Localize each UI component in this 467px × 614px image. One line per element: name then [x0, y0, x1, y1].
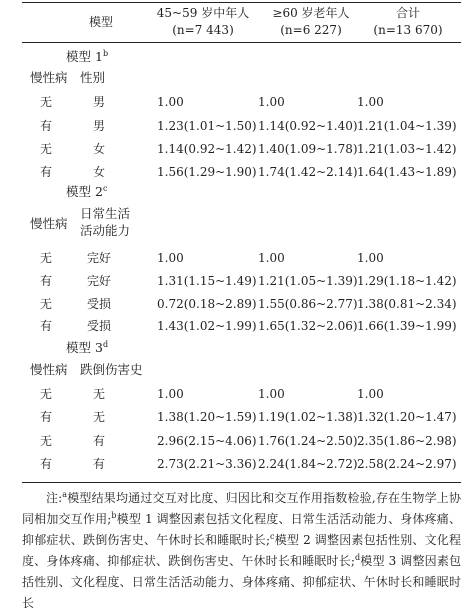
table-row-c2: 无	[93, 387, 106, 401]
table-row-c1: 有	[40, 410, 53, 424]
model-1-group-label: 性别	[80, 70, 106, 85]
table-row-v2: 1.40(1.09~1.78)	[258, 142, 358, 156]
model-1-factor-label: 慢性病	[30, 70, 68, 85]
top-rule	[22, 2, 461, 3]
table-row-v3: 1.29(1.18~1.42)	[357, 274, 457, 288]
table-row-v2: 1.76(1.24~2.50)	[258, 434, 358, 448]
table-row-c1: 无	[40, 95, 53, 109]
table-row-v1: 1.00	[157, 387, 184, 401]
table-row-c1: 无	[40, 387, 53, 401]
table-row-c2: 有	[93, 434, 106, 448]
table-row-c1: 有	[40, 457, 53, 471]
table-row-v2: 1.55(0.86~2.77)	[258, 297, 358, 311]
model-2-group-label-line2: 活动能力	[80, 223, 131, 238]
table-row-v1: 1.38(1.20~1.59)	[157, 410, 257, 424]
table-row-c1: 无	[40, 297, 53, 311]
table-row-v3: 1.38(0.81~2.34)	[357, 297, 457, 311]
table-row-v3: 1.21(1.03~1.42)	[357, 142, 457, 156]
table-row-c1: 有	[40, 319, 53, 333]
table-row-v2: 2.24(1.84~2.72)	[258, 457, 358, 471]
model-3-title: 模型 3$^d$	[66, 339, 109, 355]
table-footnote: 注:$^a$模型结果均通过交互对比度、归因比和交互作用指数检验,存在生物学上协同相加交互作用;$^b$模型 1 调整因素包括文化程度、日常生活活动能力、身体疼痛、抑郁症状、跌倒伤害史、午休时长和睡眠时长;$^c$模型 2 调整因素包括性别、文化程度、身体疼痛、抑郁症状、跌倒伤害史、午休时长和睡眠时长;$^d$模型 3 调整因素包括性别、文化程度、日常生活活动能力、身体疼痛、抑郁症状、午休时长和睡眠时长	[22, 490, 461, 610]
table-row-v3: 1.00	[357, 251, 384, 265]
model-2-group-label-line1: 日常生活	[80, 206, 131, 221]
table-row-c2: 女	[93, 165, 106, 179]
table-row-v3: 2.58(2.24~2.97)	[357, 457, 457, 471]
table-row-v1: 1.56(1.29~1.90)	[157, 165, 257, 179]
table-row-v1: 1.31(1.15~1.49)	[157, 274, 257, 288]
table-row-c2: 完好	[87, 251, 112, 265]
header-col-middle-aged-n: (n=7 443)	[172, 23, 234, 37]
table-row-c1: 有	[40, 119, 53, 133]
table-row-v2: 1.00	[258, 251, 285, 265]
table-row-c2: 无	[93, 410, 106, 424]
table-row-c2: 受损	[87, 319, 112, 333]
table-row-v1: 1.43(1.02~1.99)	[157, 319, 257, 333]
header-col-total-n: (n=13 670)	[373, 23, 443, 37]
header-model: 模型	[88, 15, 113, 29]
table-row-c1: 有	[40, 165, 53, 179]
table-row-c1: 无	[40, 142, 53, 156]
header-col-middle-aged: 45~59 岁中年人	[156, 6, 250, 20]
table-row-v1: 2.96(2.15~4.06)	[157, 434, 257, 448]
table-row-v3: 1.32(1.20~1.47)	[357, 410, 457, 424]
model-2-title: 模型 2$^c$	[66, 183, 108, 199]
table-row-c1: 无	[40, 434, 53, 448]
model-3-group-label: 跌倒伤害史	[80, 362, 143, 377]
table-row-v2: 1.74(1.42~2.14)	[258, 165, 358, 179]
table-row-v3: 1.64(1.43~1.89)	[357, 165, 457, 179]
table-row-v1: 2.73(2.21~3.36)	[157, 457, 257, 471]
model-3-factor-label: 慢性病	[30, 362, 68, 377]
table-row-c2: 男	[93, 119, 106, 133]
table-row-c2: 女	[93, 142, 106, 156]
table-row-v3: 2.35(1.86~2.98)	[357, 434, 457, 448]
header-rule	[22, 42, 461, 43]
table-row-v2: 1.65(1.32~2.06)	[258, 319, 358, 333]
model-2-factor-label: 慢性病	[30, 216, 68, 231]
table-row-v1: 1.23(1.01~1.50)	[157, 119, 257, 133]
table-row-v1: 1.14(0.92~1.42)	[157, 142, 257, 156]
header-col-total: 合计	[395, 6, 420, 20]
header-col-elderly: ≥60 岁老年人	[272, 6, 350, 20]
table-row-v1: 1.00	[157, 95, 184, 109]
table-row-v3: 1.00	[357, 95, 384, 109]
header-col-elderly-n: (n=6 227)	[280, 23, 342, 37]
table-row-c2: 男	[93, 95, 106, 109]
table-row-c2: 受损	[87, 297, 112, 311]
table-row-v2: 1.00	[258, 387, 285, 401]
table-row-c2: 有	[93, 457, 106, 471]
table-row-c1: 有	[40, 274, 53, 288]
table-row-c2: 完好	[87, 274, 112, 288]
table-row-v2: 1.19(1.02~1.38)	[258, 410, 358, 424]
table-row-v2: 1.00	[258, 95, 285, 109]
table-row-v3: 1.21(1.04~1.39)	[357, 119, 457, 133]
table-row-v1: 0.72(0.18~2.89)	[157, 297, 257, 311]
table-row-v3: 1.00	[357, 387, 384, 401]
model-1-title: 模型 1$^b$	[66, 48, 109, 64]
bottom-rule	[22, 482, 461, 483]
table-row-c1: 无	[40, 251, 53, 265]
table-row-v1: 1.00	[157, 251, 184, 265]
table-row-v2: 1.14(0.92~1.40)	[258, 119, 358, 133]
table-row-v3: 1.66(1.39~1.99)	[357, 319, 457, 333]
table-row-v2: 1.21(1.05~1.39)	[258, 274, 358, 288]
